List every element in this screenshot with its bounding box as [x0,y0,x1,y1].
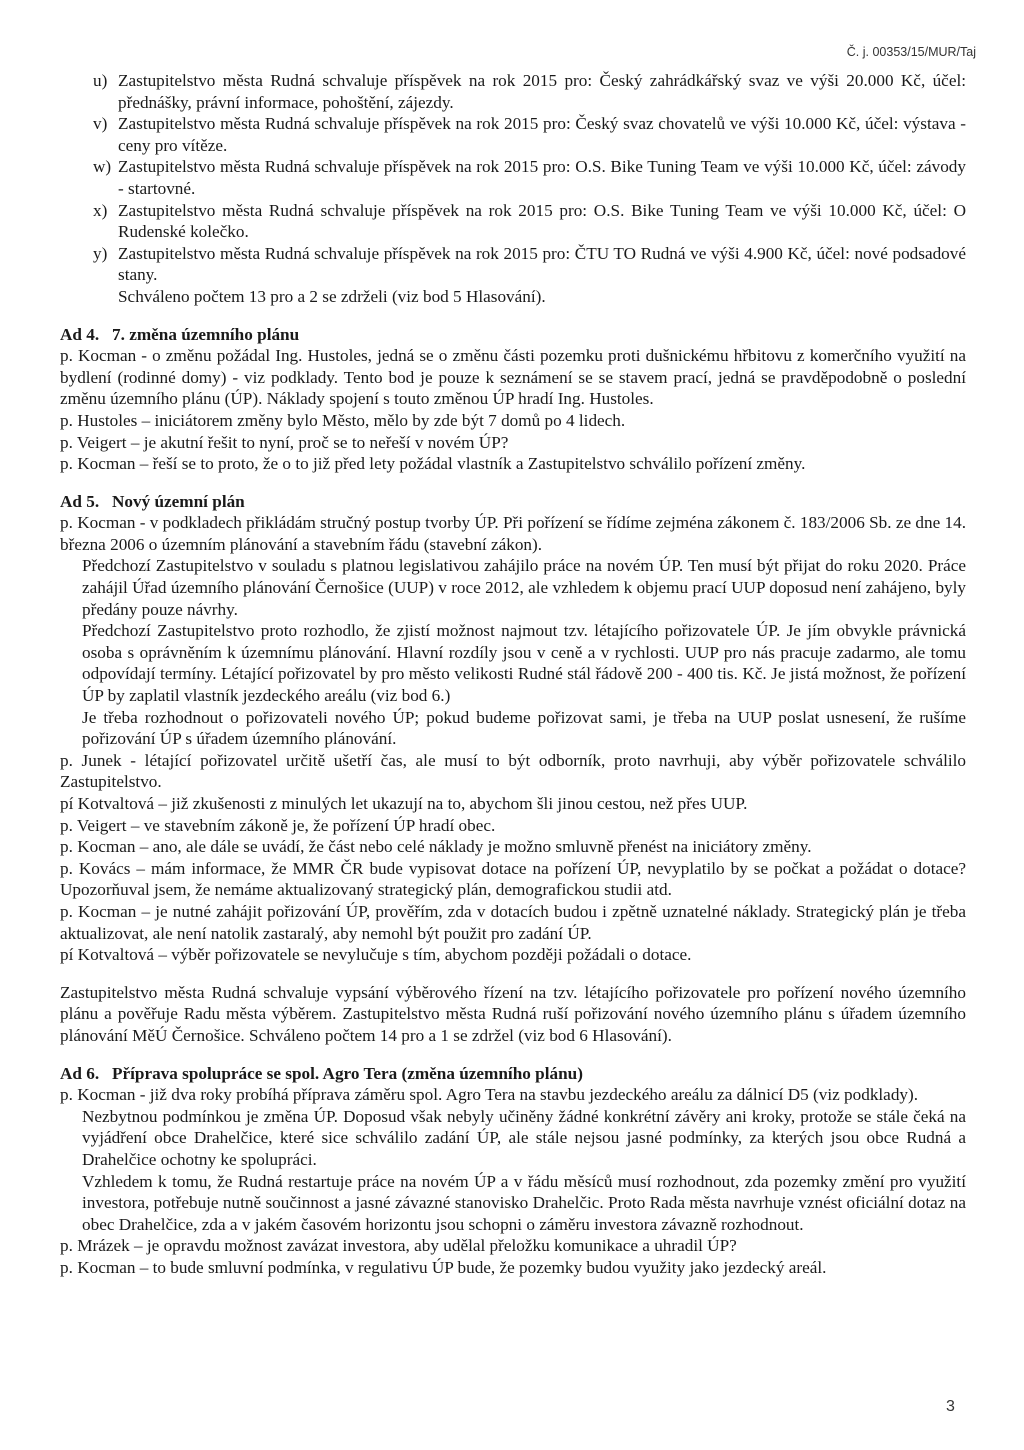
list-item [60,113,966,156]
list-item-text: Zastupitelstvo města Rudná schvaluje příspěvek na rok 2015 pro: ČTU TO Rudná ve výši 4.900 Kč, účel: nové podsadové stany. [118,243,966,285]
page-content [60,70,966,1278]
section-title: 7. změna územního plánu [112,324,300,344]
speech-text: – je akutní řešit to nyní, proč se to neřeší v novém ÚP? [126,432,509,452]
list-item-text: Zastupitelstvo města Rudná schvaluje příspěvek na rok 2015 pro: O.S. Bike Tuning Team ve výši 10.000 Kč, účel: závody - startovné. [118,157,966,198]
approval-note: Schváleno počtem 13 pro a 2 se zdrželi (viz bod 5 Hlasování). [118,286,546,306]
speech-entry [60,345,966,410]
list-item-label: v) [93,114,108,134]
speech-text: – to bude smluvní podmínka, v regulativu ÚP bude, že pozemky budou využity jako jezdecký areál. [135,1257,827,1277]
speaker: p. Kocman [60,1085,136,1105]
speaker: p. Kocman [60,837,136,857]
speech-entry [60,453,966,475]
list-item-text: Zastupitelstvo města Rudná schvaluje příspěvek na rok 2015 pro: Český svaz chovatelů ve výši 10.000 Kč, účel: výstava - ceny pro vítěze. [118,114,966,155]
speaker: p. Kocman [60,901,137,921]
list-item [60,243,966,286]
section-heading [60,1063,966,1085]
speech-entry [60,944,966,966]
speech-text: – mám informace, že MMR ČR bude vypisovat dotace na pořízení ÚP, nevyplatilo by se počkat a požádat o dotace? Upozorňuval jsem, že nemáme aktualizovaný strategický plán, demografickou studii atd. [60,858,966,900]
list-item-text: Zastupitelstvo města Rudná schvaluje příspěvek na rok 2015 pro: O.S. Bike Tuning Team ve výši 10.000 Kč, účel: O Rudenské kolečko. [118,200,966,242]
section-number: Ad 5. [60,491,100,511]
speech-paragraph: Předchozí Zastupitelstvo proto rozhodlo, že zjistí možnost najmout tzv. létajícího pořizovatele ÚP. Je jím obvykle právnická osoba s oprávněním k územnímu plánování. Hlavní rozdíly jsou v ceně a v rychlosti. UUP pro nás pracuje zadarmo, ale tomu odpovídají termíny. Létající pořizovatel by pro město velikosti Rudné stál řádově 200 - 400 tis. Kč. Je jistá možnost, že pořízení ÚP by zaplatil vlastník jezdeckého areálu (viz bod 6.) [82,621,966,706]
speech-entry [60,1084,966,1106]
speech-text: – výběr pořizovatele se nevylučuje s tím, abychom později požádali o dotace. [154,945,692,965]
speech-text: – řeší se to proto, že o to již před lety požádal vlastník a Zastupitelstvo schválilo pořízení změny. [135,454,806,474]
speech-text: - létající pořizovatel určitě ušetří čas, ale musí to být odborník, proto navrhuji, aby výběr pořizovatele schválilo Zastupitelstvo. [60,750,966,792]
speech-entry [60,1235,966,1257]
speaker: p. Kocman [60,513,136,533]
speech-entry [60,793,966,815]
speech-text: - o změnu požádal Ing. Hustoles, jedná se o změnu části pozemku proti dušnickému hřbitovu z komerčního využití na bydlení (rodinné domy) - viz podklady. Tento bod je pouze k seznámení se se stavem prací, jedná se pravděpodobně o poslední změnu územního plánu (ÚP). Náklady spojení s touto změnou ÚP hradí Ing. Hustoles. [60,346,967,409]
section-heading [60,324,966,346]
speech-paragraph: Nezbytnou podmínkou je změna ÚP. Doposud však nebyly učiněny žádné konkrétní závěry ani kroky, protože se stále čeká na vyjádření obce Drahelčice, které sice schválilo zadání ÚP, ale stále nejsou jasné podmínky, za kterých jsou obce Rudná a Drahelčice ochotny ke spolupráci. [82,1106,966,1169]
speech-entry [60,901,966,944]
speaker: p. Junek [60,750,122,770]
page-number: 3 [946,1398,955,1415]
list-item-text: Zastupitelstvo města Rudná schvaluje příspěvek na rok 2015 pro: Český zahrádkářský svaz ve výši 20.000 Kč, účel: přednášky, právní informace, pohoštění, zájezdy. [118,71,966,112]
section-title: Nový územní plán [112,491,245,511]
speech-text: – je opravdu možnost zavázat investora, aby udělal přeložku komunikace a uhradil ÚP? [129,1236,737,1256]
document-reference: Č. j. 00353/15/MUR/Taj [846,45,976,59]
speaker: p. Kocman [60,346,137,366]
speaker: p. Kocman [60,454,136,474]
list-item-label: u) [93,71,108,90]
speech-entry [60,750,966,793]
speaker: p. Veigert [60,815,127,835]
speech-text: – je nutné zahájit pořizování ÚP, prověřím, zda v dotacích budou i zpětně uznatelné náklady. Strategický plán je třeba aktualizovat, ale není natolik zastaralý, aby nemohl být použit pro zadání ÚP. [60,901,966,943]
section-title: Příprava spolupráce se spol. Agro Tera (změna územního plánu) [112,1063,583,1083]
section-ad5 [60,491,966,1047]
speaker: p. Mrázek [60,1236,130,1256]
list-item [60,156,966,199]
section-number: Ad 4. [60,324,100,344]
list-item-label: y) [93,243,108,263]
speech-text: – již zkušenosti z minulých let ukazují na to, abychom šli jinou cestou, než přes UUP. [154,794,748,813]
speech-text: – ve stavebním zákoně je, že pořízení ÚP hradí obec. [126,815,496,835]
subsidy-list [60,70,966,308]
speech-entry [60,836,966,858]
speaker: pí Kotvaltová [60,794,155,813]
list-item [60,200,966,243]
speech-text: - již dva roky probíhá příprava záměru spol. Agro Tera na stavbu jezdeckého areálu za dálnicí D5 (viz podklady). [135,1085,919,1105]
speech-text: - v podkladech přikládám stručný postup tvorby ÚP. Při pořízení se řídíme zejména zákonem č. 183/2006 Sb. ze dne 14. března 2006 o územním plánování a stavebním řádu (stavební zákon). [60,513,966,554]
speech-entry [60,410,966,432]
speaker: pí Kotvaltová [60,945,155,965]
speech-entry [60,1257,966,1279]
list-item-label: x) [93,200,108,220]
speech-entry [60,858,966,901]
list-item [60,70,966,113]
section-ad4 [60,324,966,475]
section-ad6 [60,1063,966,1279]
speech-paragraph: Je třeba rozhodnout o pořizovateli nového ÚP; pokud budeme pořizovat sami, je třeba na UUP poslat usnesení, že rušíme pořizování ÚP s úřadem územního plánování. [82,707,966,749]
speech-text: – ano, ale dále se uvádí, že část nebo celé náklady je možno smluvně přenést na iniciátory změny. [135,837,812,857]
speech-entry [60,432,966,454]
speaker: p. Kocman [60,1257,136,1277]
speaker: p. Kovács [60,858,131,878]
speaker: p. Veigert [60,432,127,452]
speech-paragraph: Vzhledem k tomu, že Rudná restartuje práce na novém ÚP a v řádu měsíců musí rozhodnout, zda pozemky změní pro využití investora, potřebuje nutně součinnost a jasné závazné stanovisko Drahelčic. Proto Rada města navrhuje vznést oficiální dotaz na obec Drahelčice, zda a v jakém časovém horizontu jsou schopni o záměru investora závazně rozhodnout. [82,1171,966,1234]
speech-text: – iniciátorem změny bylo Město, mělo by zde být 7 domů po 4 lidech. [137,410,626,430]
section-heading [60,491,966,513]
resolution-text: Zastupitelstvo města Rudná schvaluje vypsání výběrového řízení na tzv. létajícího pořizovatele pro pořízení nového územního plánu a pověřuje Radu města výběrem. Zastupitelstvo města Rudná ruší pořizování nového územního plánu s úřadem územního plánování MěÚ Černošice. Schváleno počtem 14 pro a 1 se zdržel (viz bod 6 Hlasování). [60,982,966,1045]
speech-entry [60,512,966,555]
list-item-label: w) [93,157,112,177]
speech-paragraph: Předchozí Zastupitelstvo v souladu s platnou legislativou zahájilo práce na novém ÚP. Ten musí být přijat do roku 2020. Práce zahájil Úřad územního plánování Černošice (UUP) v roce 2012, ale vzhledem k objemu prací UUP doposud není zahájeno, byly předány pouze návrhy. [82,556,966,619]
speech-entry [60,815,966,837]
speaker: p. Hustoles [60,410,138,430]
section-number: Ad 6. [60,1063,100,1083]
